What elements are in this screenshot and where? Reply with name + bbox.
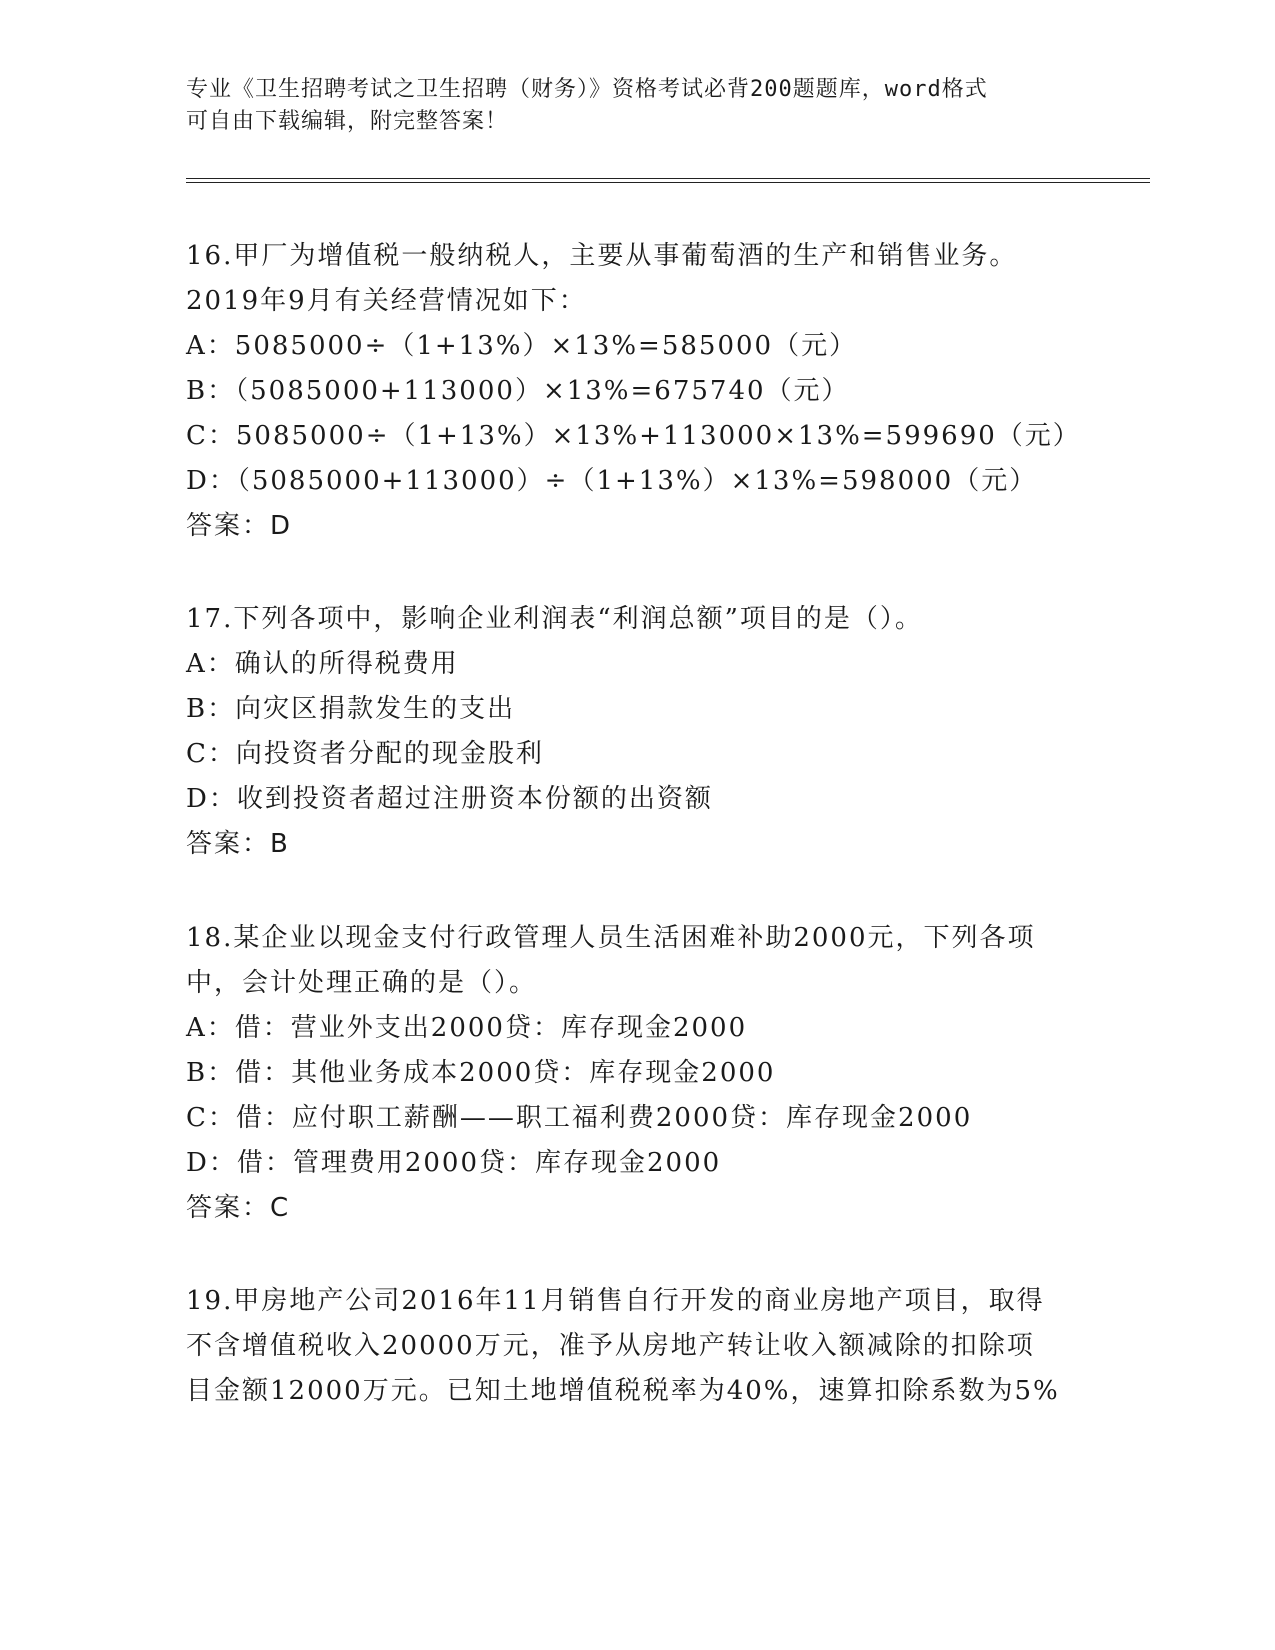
answer-label: 答案：B xyxy=(186,829,290,859)
question-19 xyxy=(186,1279,1066,1414)
question-stem-line: 16.甲厂为增值税一般纳税人，主要从事葡萄酒的生产和销售业务。 xyxy=(186,241,1018,271)
question-18 xyxy=(186,916,1066,1231)
option-c: C：向投资者分配的现金股利 xyxy=(186,739,544,769)
header-line-2: 可自由下载编辑，附完整答案！ xyxy=(186,109,509,134)
header-line-1: 专业《卫生招聘考试之卫生招聘（财务）》资格考试必背200题题库，word格式 xyxy=(186,77,988,102)
option-b: B：借：其他业务成本2000贷：库存现金2000 xyxy=(186,1058,776,1088)
question-stem-line: 18.某企业以现金支付行政管理人员生活困难补助2000元，下列各项 xyxy=(186,923,1036,953)
header-divider-bottom xyxy=(186,182,1150,183)
option-d: D：（5085000+113000）÷（1+13%）×13%=598000（元） xyxy=(186,466,1038,496)
option-b: B：向灾区捐款发生的支出 xyxy=(186,694,516,724)
option-a: A：借：营业外支出2000贷：库存现金2000 xyxy=(186,1013,748,1043)
answer-label: 答案：D xyxy=(186,511,293,541)
option-d: D：收到投资者超过注册资本份额的出资额 xyxy=(186,784,713,814)
option-c: C：5085000÷（1+13%）×13%+113000×13%=599690（元） xyxy=(186,421,1081,451)
option-a: A：5085000÷（1+13%）×13%=585000（元） xyxy=(186,331,858,361)
header-divider-top xyxy=(186,178,1150,179)
question-stem-line: 19.甲房地产公司2016年11月销售自行开发的商业房地产项目，取得 xyxy=(186,1286,1045,1316)
option-d: D：借：管理费用2000贷：库存现金2000 xyxy=(186,1148,722,1178)
option-b: B：（5085000+113000）×13%=675740（元） xyxy=(186,376,850,406)
question-stem-line: 中，会计处理正确的是（）。 xyxy=(186,968,538,998)
question-16 xyxy=(186,234,1081,549)
answer-label: 答案：C xyxy=(186,1193,291,1223)
document-header xyxy=(186,74,1066,138)
question-17 xyxy=(186,597,1066,867)
question-stem-line: 目金额12000万元。已知土地增值税税率为40%，速算扣除系数为5% xyxy=(186,1376,1060,1406)
question-stem-line: 2019年9月有关经营情况如下： xyxy=(186,286,587,316)
option-a: A：确认的所得税费用 xyxy=(186,649,459,679)
option-c: C：借：应付职工薪酬——职工福利费2000贷：库存现金2000 xyxy=(186,1103,973,1133)
question-stem-line: 不含增值税收入20000万元，准予从房地产转让收入额减除的扣除项 xyxy=(186,1331,1035,1361)
question-stem-line: 17.下列各项中，影响企业利润表“利润总额”项目的是（）。 xyxy=(186,604,923,634)
